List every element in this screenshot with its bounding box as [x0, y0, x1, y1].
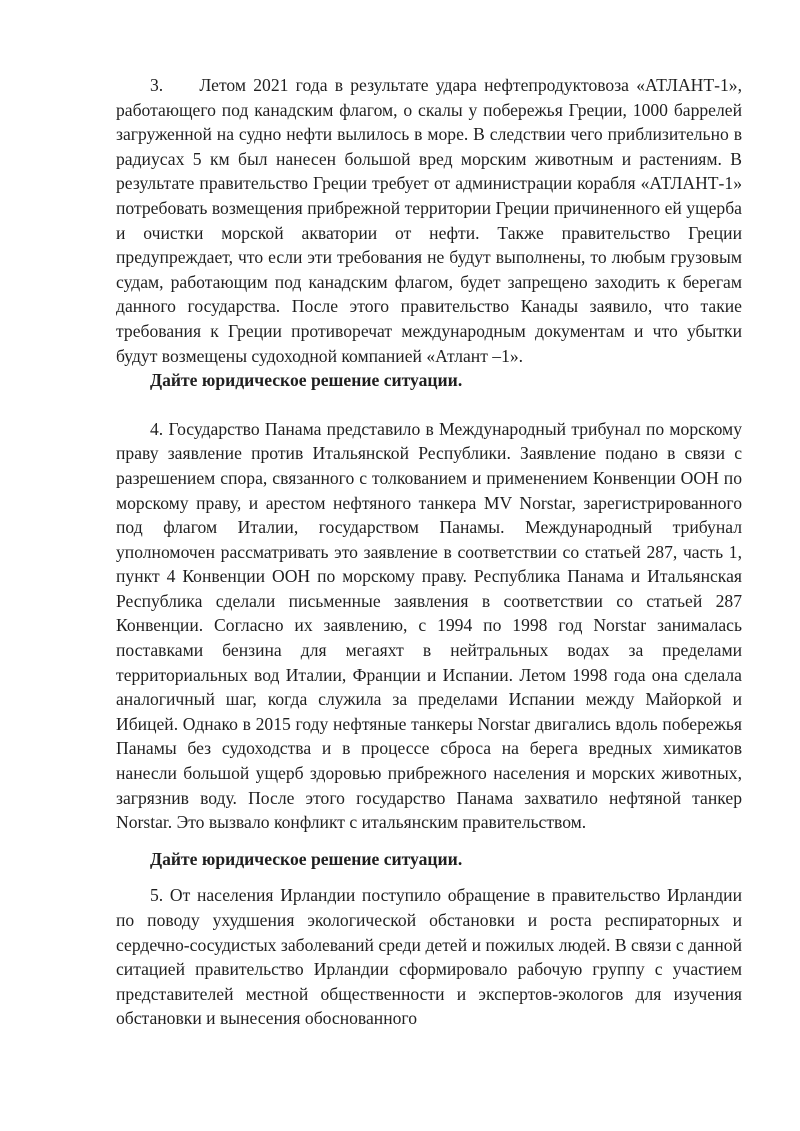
task-4-text: 4. Государство Панама представило в Международный трибунал по морскому праву заявление против Итальянской Республики. Заявление подано в связи с разрешением спора, связанного с толкованием и применением Конвенции ООН по морскому праву, и арестом нефтяного танкера MV Norstar, зарегистрированного под флагом Италии, государством Панамы. Международный трибунал уполномочен рассматривать это заявление в соответствии со статьей 287, часть 1, пункт 4 Конвенции ООН по морскому праву. Республика Панама и Итальянская Республика сделали письменные заявления в соответствии со статьей 287 Конвенции. Согласно их заявлению, с 1994 по 1998 год Norstar занималась поставками бензина для мегаяхт в нейтральных водах за пределами территориальных вод Италии, Франции и Испании. Летом 1998 года она сделала аналогичный шаг, когда служила за пределами Испании между Майоркой и Ибицей. Однако в 2015 году нефтяные танкеры Norstar двигались вдоль побережья Панамы без судоходства и в процессе сброса на берега вредных химикатов нанесли большой ущерб здоровью прибрежного населения и морских животных, загрязнив воду. После этого государство Панама захватило нефтяной танкер Norstar. Это вызвало конфликт с итальянским правительством.: [116, 418, 742, 833]
task-3-instruction: Дайте юридическое решение ситуации.: [150, 370, 463, 391]
task-3-text: 3. Летом 2021 года в результате удара нефтепродуктовоза «АТЛАНТ-1», работающего под канадским флагом, о скалы у побережья Греции, 1000 баррелей загруженной на судно нефти вылилось в море. В следствии чего приблизительно в радиусах 5 км был нанесен большой вред морским животным и растениям. В результате правительство Греции требует от администрации корабля «АТЛАНТ-1» потребовать возмещения прибрежной территории Греции причиненного ей ущерба и очистки морской акватории от нефти. Также правительство Греции предупреждает, что если эти требования не будут выполнены, то любым грузовым судам, работающим под канадским флагом, будет запрещено заходить к берегам данного государства. После этого правительство Канады заявило, что такие требования к Греции противоречат международным документам и что убытки будут возмещены судоходной компанией «Атлант –1».: [116, 75, 742, 366]
task-5-text: 5. От населения Ирландии поступило обращение в правительство Ирландии по поводу ухудшения экологической обстановки и роста респираторных и сердечно-сосудистых заболеваний среди детей и пожилых людей. В связи с данной ситацией правительство Ирландии сформировало рабочую группу с участием представителей местной общественности и экспертов-экологов для изучения обстановки и вынесения обоснованного: [116, 885, 742, 1029]
task-4-instruction: Дайте юридическое решение ситуации.: [150, 848, 463, 869]
